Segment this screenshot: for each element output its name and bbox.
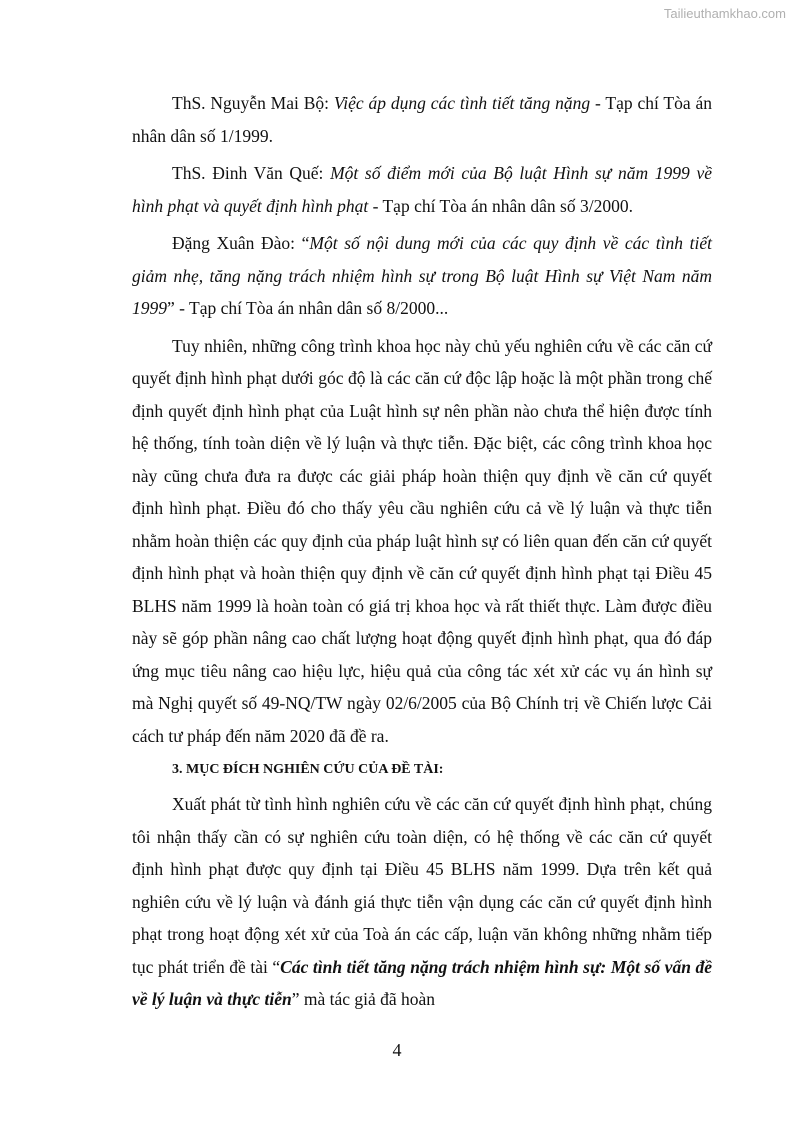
paragraph-tail: ” mà tác giả đã hoàn	[291, 989, 436, 1009]
section-heading: 3. MỤC ĐÍCH NGHIÊN CỨU CỦA ĐỀ TÀI:	[172, 762, 444, 777]
reference-item	[132, 87, 712, 152]
thesis-title-emphasis: Các tình tiết tăng nặng trách nhiệm hình sự: Một số vấn đề về lý luận và thực tiễn	[132, 956, 713, 1009]
reference-title: Một số nội dung mới của các quy định về các tình tiết giảm nhẹ, tăng nặng trách nhiệm hình sự trong Bộ luật Hình sự Việt Nam năm 1999	[132, 233, 712, 318]
reference-author: ThS. Đinh Văn Quế:	[172, 163, 331, 183]
paragraph-text: Xuất phát từ tình hình nghiên cứu về các căn cứ quyết định hình phạt, chúng tôi nhận thấy cần có sự nghiên cứu toàn diện, có hệ thống về các căn cứ quyết định hình phạt được quy định tại Điều 45 BLHS năm 1999. Dựa trên kết quả nghiên cứu về lý luận và đánh giá thực tiễn vận dụng các căn cứ quyết định hình phạt trong hoạt động xét xử của Toà án các cấp, luận văn không những nhằm tiếp tục phát triển đề tài “	[132, 794, 712, 977]
document-body	[132, 87, 712, 1016]
watermark: Tailieuthamkhao.com	[663, 6, 786, 21]
page-number: 4	[392, 1040, 402, 1060]
body-paragraph: Tuy nhiên, những công trình khoa học này chủ yếu nghiên cứu về các căn cứ quyết định hình phạt dưới góc độ là các căn cứ độc lập hoặc là một phần trong chế định quyết định hình phạt của Luật hình sự nên phần nào chưa thể hiện được tính hệ thống, tính toàn diện về lý luận và thực tiễn. Đặc biệt, các công trình khoa học này cũng chưa đưa ra được các giải pháp hoàn thiện quy định về căn cứ quyết định hình phạt. Điều đó cho thấy yêu cầu nghiên cứu cả về lý luận và thực tiễn nhằm hoàn thiện các quy định của pháp luật hình sự có liên quan đến căn cứ quyết định hình phạt và hoàn thiện quy định về căn cứ quyết định hình phạt tại Điều 45 BLHS năm 1999 là hoàn toàn có giá trị khoa học và rất thiết thực. Làm được điều này sẽ góp phần nâng cao chất lượng hoạt động quyết định hình phạt, qua đó đáp ứng mục tiêu nâng cao hiệu lực, hiệu quả của công tác xét xử các vụ án hình sự mà Nghị quyết số 49-NQ/TW ngày 02/6/2005 của Bộ Chính trị về Chiến lược Cải cách tư pháp đến năm 2020 đã đề ra.	[132, 335, 712, 746]
body-paragraph	[132, 788, 712, 1016]
reference-source: ” - Tạp chí Tòa án nhân dân số 8/2000...	[167, 298, 449, 318]
reference-title: Việc áp dụng các tình tiết tăng nặng	[333, 93, 591, 113]
reference-source: - Tạp chí Tòa án nhân dân số 3/2000.	[368, 195, 633, 216]
reference-item	[132, 157, 712, 222]
reference-item	[132, 227, 712, 325]
reference-source: - Tạp chí Tòa án nhân dân số 1/1999.	[132, 93, 712, 146]
reference-author: ThS. Nguyễn Mai Bộ:	[172, 93, 334, 113]
reference-author: Đặng Xuân Đào: “	[172, 233, 310, 253]
reference-title: Một số điểm mới của Bộ luật Hình sự năm 1999 về hình phạt và quyết định hình phạt	[132, 163, 712, 216]
